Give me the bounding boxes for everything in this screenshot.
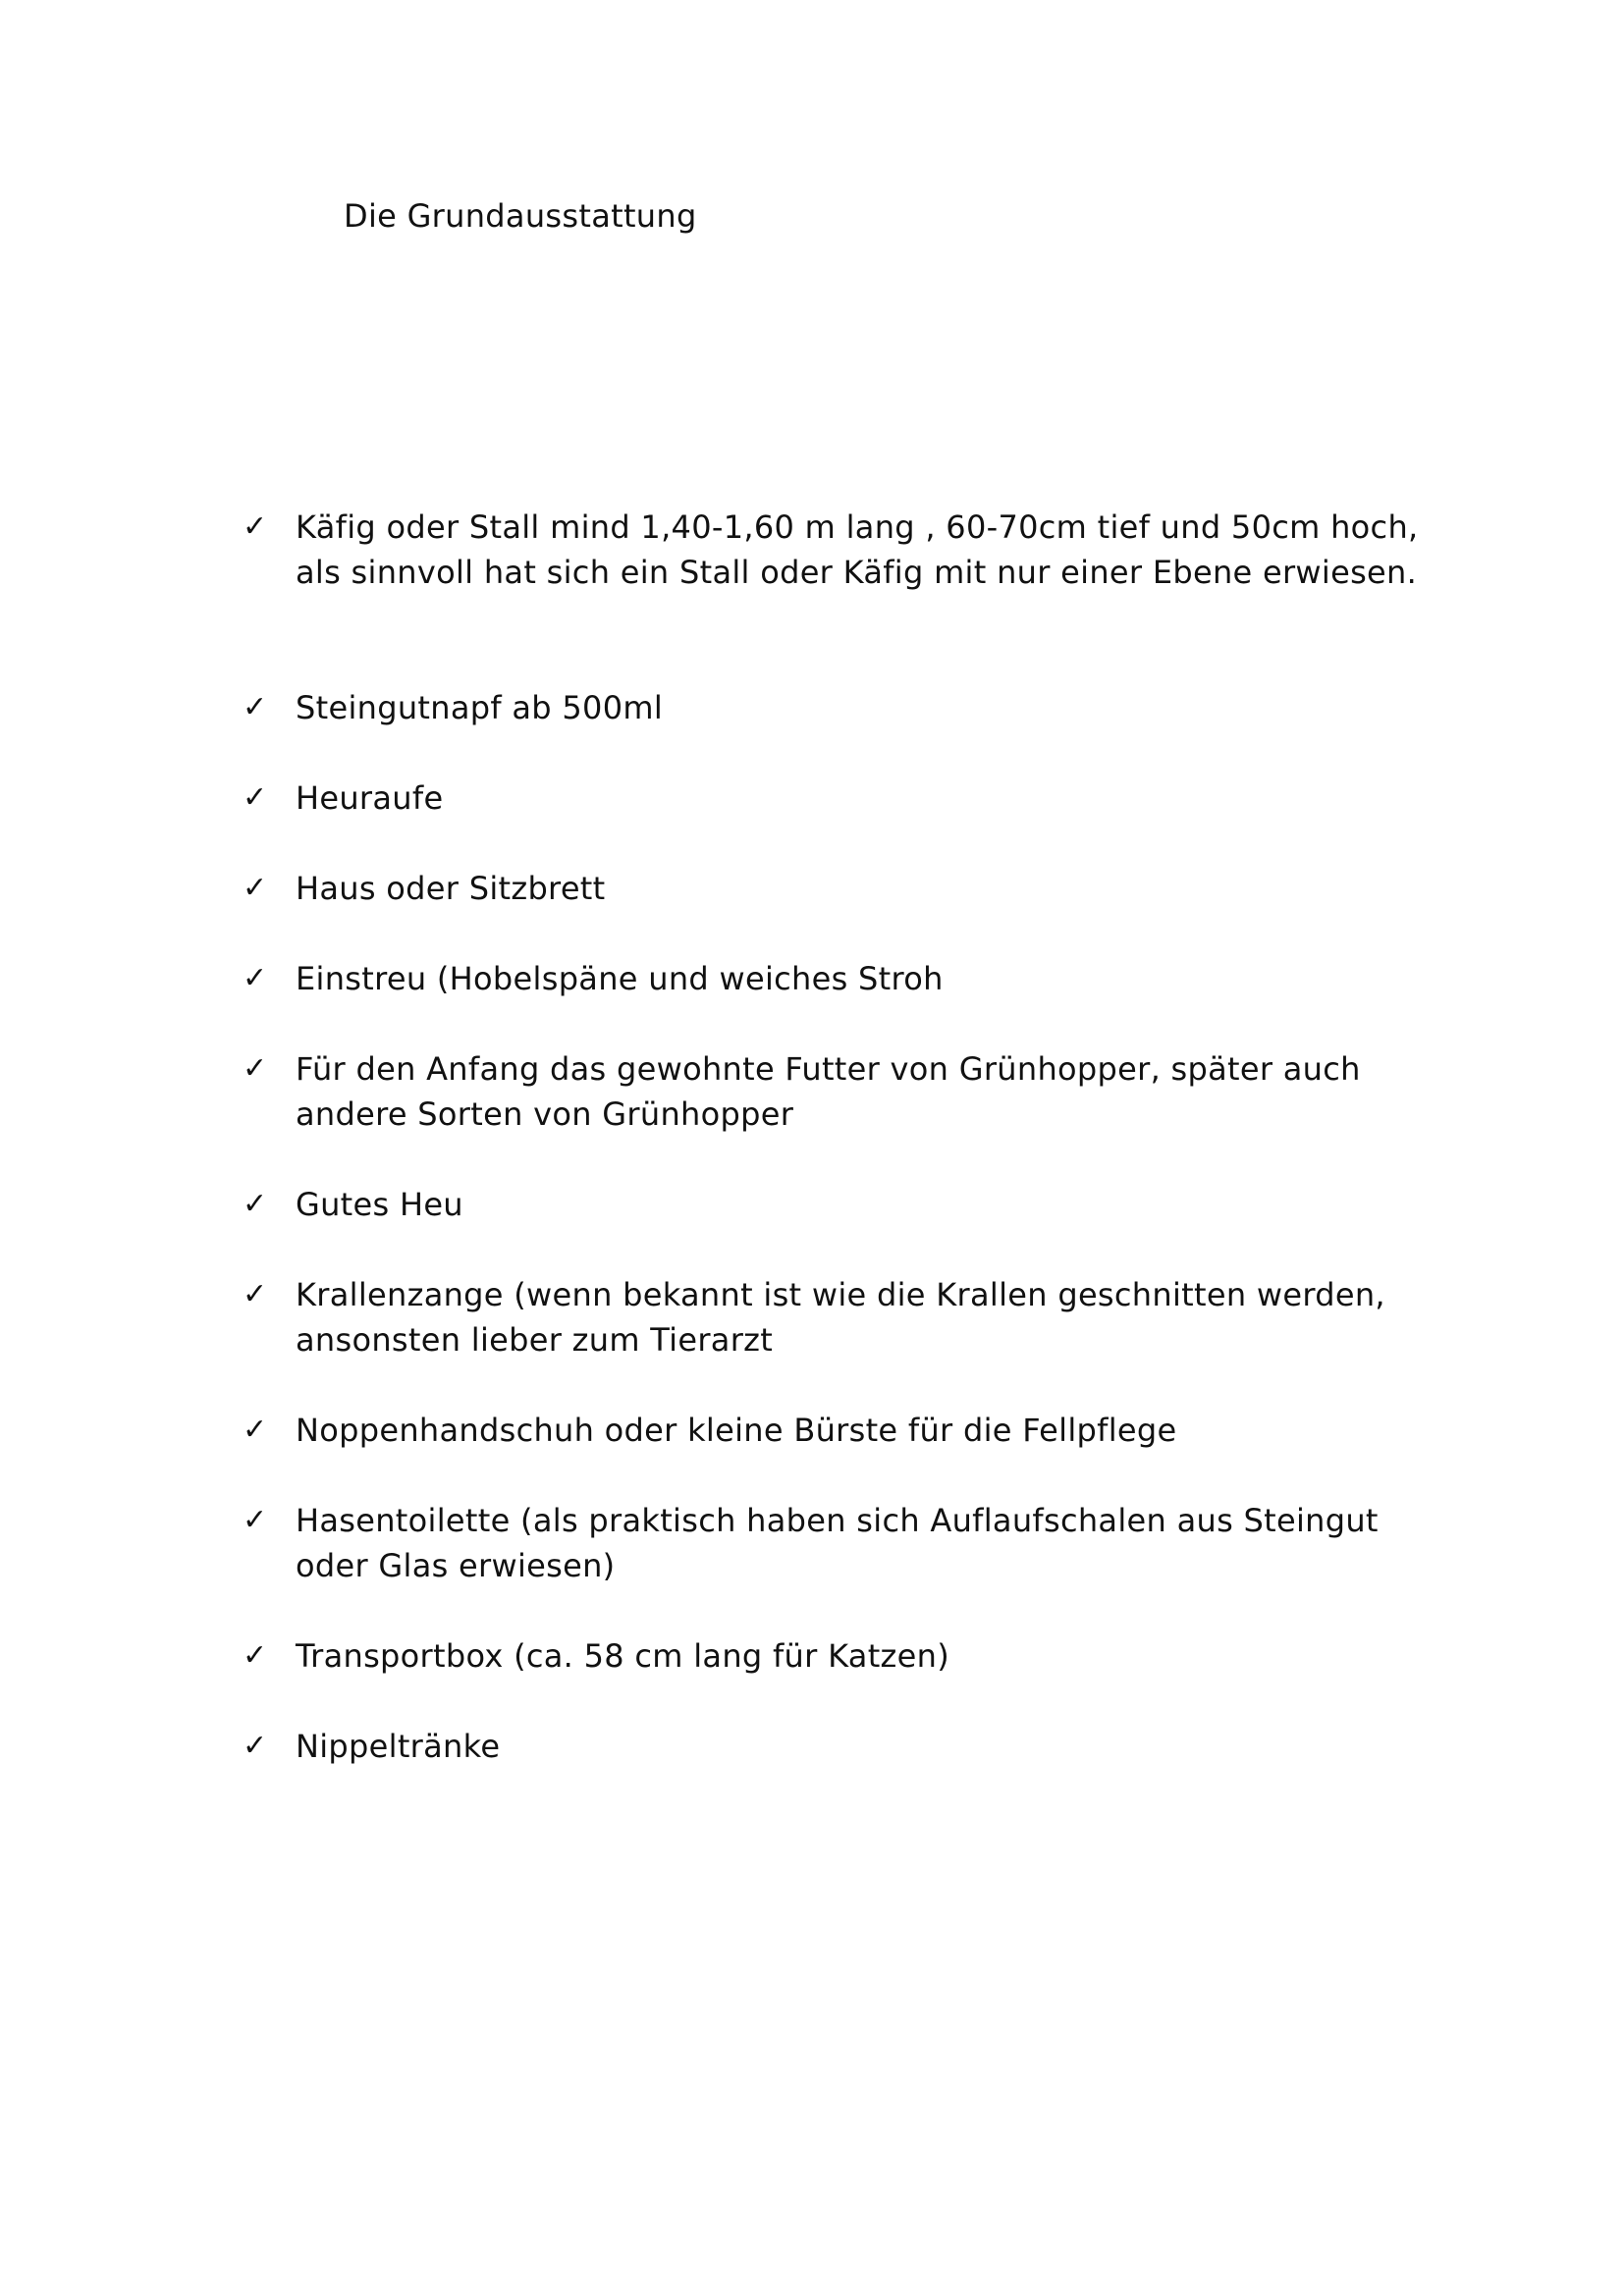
check-icon: ✓ [243, 1051, 268, 1086]
list-item [243, 1046, 1480, 1137]
check-icon: ✓ [243, 961, 268, 995]
check-icon: ✓ [243, 1503, 268, 1537]
check-icon: ✓ [243, 509, 268, 544]
list-item [243, 1182, 1480, 1227]
check-icon: ✓ [243, 1729, 268, 1763]
list-item-text: Hasentoilette (als praktisch haben sich Auflaufschalen aus Steingut oder Glas erwiesen) [296, 1502, 1379, 1584]
list-item [243, 1272, 1480, 1362]
list-item-text: Nippeltränke [296, 1728, 501, 1765]
check-icon: ✓ [243, 780, 268, 815]
list-item [243, 775, 1480, 821]
list-item-text: Krallenzange (wenn bekannt ist wie die Krallen geschnitten werden, ansonsten lieber zum Tierarzt [296, 1276, 1385, 1359]
list-item [243, 1408, 1480, 1453]
equipment-checklist [243, 505, 1480, 1814]
list-item-text: Gutes Heu [296, 1186, 463, 1223]
list-item [243, 685, 1480, 730]
check-icon: ✓ [243, 690, 268, 724]
list-item-text: Noppenhandschuh oder kleine Bürste für die Fellpflege [296, 1412, 1177, 1449]
list-item-text: Steingutnapf ab 500ml [296, 689, 664, 726]
check-icon: ✓ [243, 1638, 268, 1673]
list-item [243, 505, 1480, 595]
list-item-text: Einstreu (Hobelspäne und weiches Stroh [296, 960, 944, 997]
page-title: Die Grundausstattung [344, 197, 697, 235]
check-icon: ✓ [243, 1277, 268, 1311]
list-item-text: Käfig oder Stall mind 1,40-1,60 m lang , 60-70cm tief und 50cm hoch, als sinnvoll hat sich ein Stall oder Käfig mit nur einer Ebene erwiesen. [296, 508, 1419, 591]
list-item [243, 1498, 1480, 1588]
check-icon: ✓ [243, 1187, 268, 1221]
list-item [243, 1633, 1480, 1679]
check-icon: ✓ [243, 1413, 268, 1447]
list-item-text: Haus oder Sitzbrett [296, 870, 606, 907]
list-item [243, 1724, 1480, 1769]
list-item [243, 956, 1480, 1001]
list-item [243, 866, 1480, 911]
list-item-text: Heuraufe [296, 779, 444, 817]
list-item-text: Für den Anfang das gewohnte Futter von Grünhopper, später auch andere Sorten von Grünhopper [296, 1050, 1361, 1133]
check-icon: ✓ [243, 871, 268, 905]
list-item-text: Transportbox (ca. 58 cm lang für Katzen) [296, 1637, 949, 1675]
